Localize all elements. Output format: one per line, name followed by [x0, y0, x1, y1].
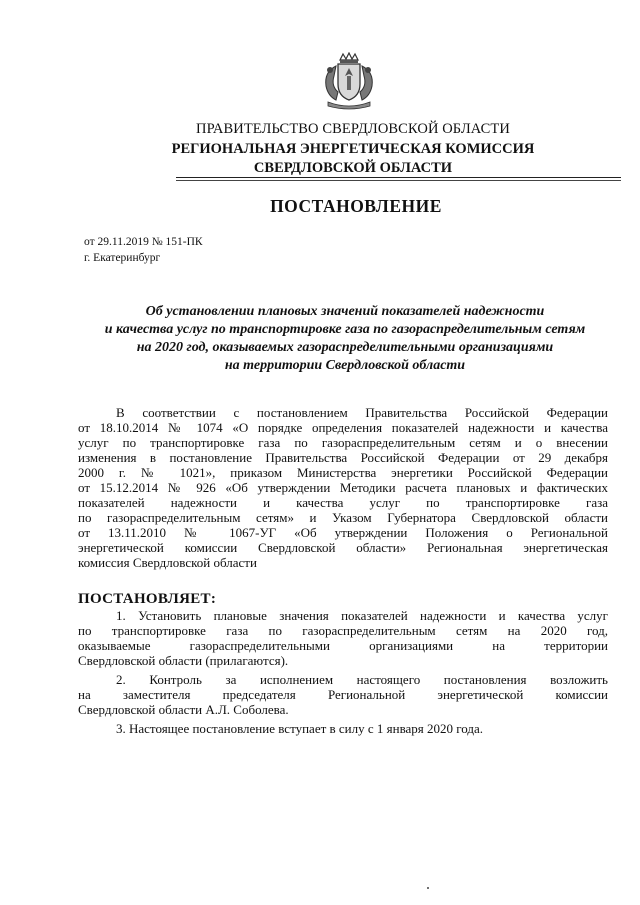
preamble-line: от 13.11.2010 № 1067-УГ «Об утверждении Положения о Региональной [78, 525, 608, 540]
item-line: 2. Контроль за исполнением настоящего постановления возложить [116, 672, 608, 687]
decree-item-3 [78, 721, 608, 736]
item-line: 1. Установить плановые значения показателей надежности и качества услуг [116, 608, 608, 623]
item-line: Свердловской области (прилагаются). [78, 653, 289, 668]
subject-line: на 2020 год, оказываемых газораспределительными организациями [136, 340, 554, 355]
preamble-line: показателей надежности и качества услуг по транспортировке газа [78, 495, 608, 510]
org-name-line-1: ПРАВИТЕЛЬСТВО СВЕРДЛОВСКОЙ ОБЛАСТИ [196, 121, 510, 137]
coat-of-arms-icon [316, 52, 382, 112]
preamble-line: изменения в постановление Правительства Российской Федерации от 29 декабря [78, 450, 608, 465]
decree-heading: ПОСТАНОВЛЯЕТ: [78, 591, 217, 607]
decree-items [78, 608, 608, 740]
preamble-paragraph [78, 405, 608, 570]
document-subject [80, 303, 610, 375]
preamble-line: комиссия Свердловской области [78, 555, 257, 570]
preamble-line: энергетической комиссии Свердловской области» Региональная энергетическая [78, 540, 608, 555]
subject-line: на территории Свердловской области [224, 358, 466, 373]
item-line: Свердловской области А.Л. Соболева. [78, 702, 289, 717]
item-line: по транспортировке газа по газораспределительным сетям на 2020 год, [78, 623, 608, 638]
decree-item-1 [78, 608, 608, 668]
preamble-line: услуг по транспортировке газа по газораспределительным сетям и о внесении [78, 435, 608, 450]
preamble-line: 2000 г. № 1021», приказом Министерства энергетики Российской Федерации [78, 465, 608, 480]
org-name-line-3: СВЕРДЛОВСКОЙ ОБЛАСТИ [253, 160, 453, 176]
decree-item-2 [78, 672, 608, 717]
header-divider [176, 177, 621, 178]
scan-speck [427, 887, 429, 889]
item-line: на заместителя председателя Региональной энергетической комиссии [78, 687, 608, 702]
subject-line: Об установлении плановых значений показателей надежности [145, 304, 545, 319]
preamble-line: В соответствии с постановлением Правительства Российской Федерации [116, 405, 608, 420]
preamble-line: от 18.10.2014 № 1074 «О порядке определения показателей надежности и качества [78, 420, 608, 435]
document-city: г. Екатеринбург [84, 252, 161, 264]
item-line: оказываемые газораспределительными организациями на территории [78, 638, 608, 653]
header-divider-second [176, 180, 621, 181]
subject-line: и качества услуг по транспортировке газа по газораспределительным сетям [104, 322, 586, 337]
preamble-line: по газораспределительным сетям» и Указом Губернатора Свердловской области [78, 510, 608, 525]
preamble-line: от 15.12.2014 № 926 «Об утверждении Методики расчета плановых и фактических [78, 480, 608, 495]
document-date-number: от 29.11.2019 № 151-ПК [84, 236, 203, 248]
org-name-line-2: РЕГИОНАЛЬНАЯ ЭНЕРГЕТИЧЕСКАЯ КОМИССИЯ [171, 141, 535, 157]
item-line: 3. Настоящее постановление вступает в силу с 1 января 2020 года. [116, 721, 484, 736]
document-type-title: ПОСТАНОВЛЕНИЕ [270, 196, 442, 216]
